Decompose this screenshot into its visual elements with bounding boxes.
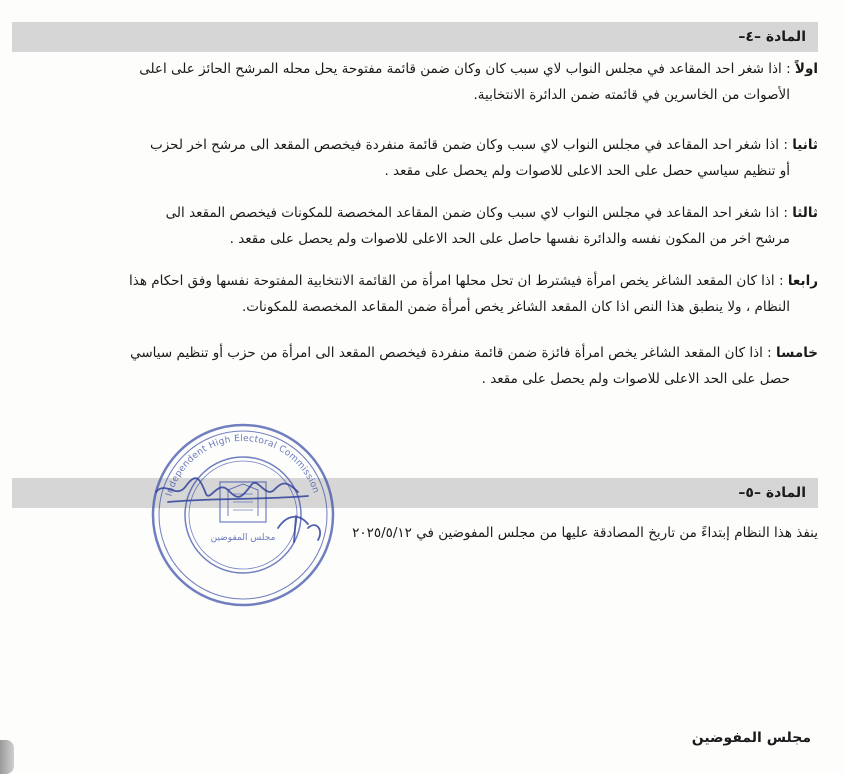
clause-continuation: حصل على الحد الاعلى للاصوات ولم يحصل على مقعد . <box>481 371 790 387</box>
clause-continuation: أو تنظيم سياسي حصل على الحد الاعلى للاصوات ولم يحصل على مقعد . <box>384 163 790 179</box>
page-edge-shadow <box>0 740 14 774</box>
clause-continuation: الأصوات من الخاسرين في قائمته ضمن الدائرة الانتخابية. <box>473 87 790 103</box>
article-4-clause-2 <box>18 132 818 184</box>
signature-commissioners-council: مجلس المفوضين <box>691 730 811 746</box>
clause-text: : اذا شغر احد المقاعد في مجلس النواب لاي سبب كان وكان ضمن قائمة مفتوحة يحل محله المرشح الحائز على اعلى <box>139 61 795 77</box>
clause-lead: رابعا <box>787 273 818 289</box>
clause-text: : اذا شغر احد المقاعد في مجلس النواب لاي سبب وكان ضمن قائمة منفردة فيخصص المقعد الى مرشح اخر لحزب <box>150 137 793 153</box>
commission-seal-stamp <box>148 420 338 610</box>
article-4-heading: المادة –٤– <box>12 22 818 52</box>
seal-english-text: Independent High Electoral Commission <box>164 433 321 498</box>
clause-lead: خامسا <box>776 345 818 361</box>
clause-lead: ثانيا <box>792 137 818 153</box>
clause-lead: ثالثا <box>792 205 818 221</box>
article-4-clause-4 <box>18 268 818 320</box>
clause-text: : اذا كان المقعد الشاغر يخص امرأة فائزة ضمن قائمة منفردة فيخصص المقعد الى امرأة من حزب أو تنظيم سياسي <box>130 345 777 361</box>
clause-text: : اذا كان المقعد الشاغر يخص امرأة فيشترط ان تحل محلها امرأة من القائمة الانتخابية المفتوحة نفسها وفق احكام هذا <box>129 273 788 289</box>
article-5-text: ينفذ هذا النظام إبتداءً من تاريخ المصادقة عليها من مجلس المفوضين في ٢٠٢٥/٥/١٢ <box>352 525 818 541</box>
article-4-clause-1 <box>18 56 818 108</box>
clause-continuation: النظام ، ولا ينطبق هذا النص اذا كان المقعد الشاغر يخص أمرأة ضمن المقاعد المخصصة للمكونات. <box>242 299 790 315</box>
clause-lead: اولاً <box>794 61 818 77</box>
clause-text: : اذا شغر احد المقاعد في مجلس النواب لاي سبب وكان ضمن المقاعد المخصصة للمكونات فيخصص المقعد الى <box>165 205 793 221</box>
article-4-clause-5 <box>18 340 818 392</box>
article-4-clause-3 <box>18 200 818 252</box>
article-5-heading: المادة –٥– <box>12 478 818 508</box>
seal-center-text: مجلس المفوضين <box>210 533 276 543</box>
clause-continuation: مرشح اخر من المكون نفسه والدائرة نفسها حاصل على الحد الاعلى للاصوات ولم يحصل على مقعد . <box>229 231 790 247</box>
